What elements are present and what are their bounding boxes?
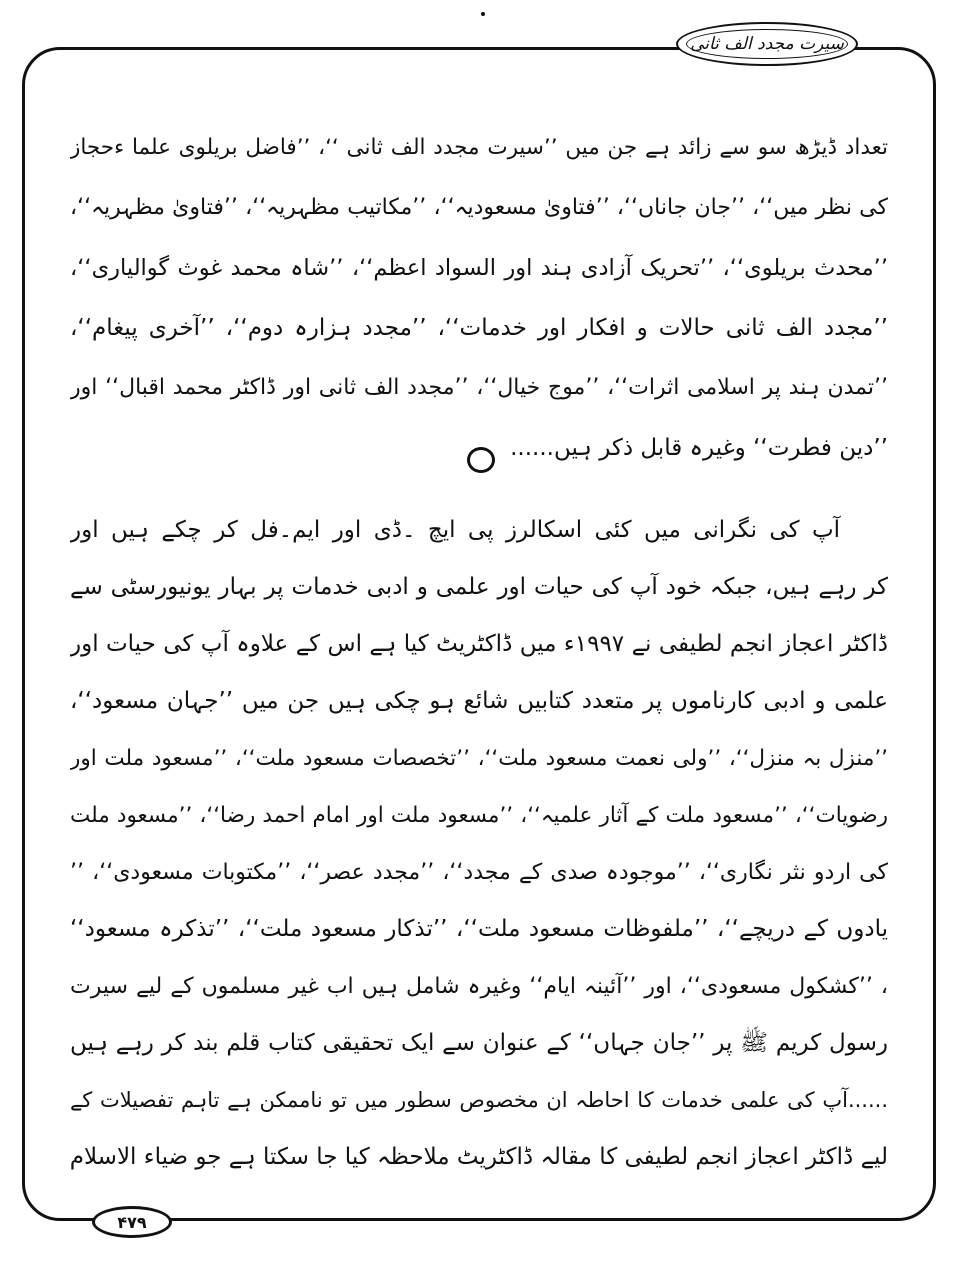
text-line: کی اردو نثر نگاری‘‘، ’’موجودہ صدی کے مجدد‘‘، ’’مجدد عصر‘‘، ’’مکتوبات مسعودی‘‘، ’’ <box>70 860 888 885</box>
paragraph-1 <box>70 118 888 478</box>
text-line: ’’محدث بریلوی‘‘، ’’تحریک آزادی ہند اور السواد اعظم‘‘، ’’شاہ محمد غوث گوالیاری‘‘، <box>70 255 888 281</box>
text-line: ......آپ کی علمی خدمات کا احاطہ ان مخصوص سطور میں تو ناممکن ہے تاہم تفصیلات کے <box>70 1088 888 1112</box>
text-line: کی نظر میں‘‘، ’’جان جاناں‘‘، ’’فتاویٰ مسعودیہ‘‘، ’’مکاتیب مظہریہ‘‘، ’’فتاویٰ مظہریہ‘‘، <box>70 195 888 220</box>
text-line: ’’تمدن ہند پر اسلامی اثرات‘‘، ’’موج خیال‘‘، ’’مجدد الف ثانی اور ڈاکٹر محمد اقبال‘‘ اور <box>70 375 888 400</box>
text-line: رسول کریم ﷺ پر ’’جان جہاں‘‘ کے عنوان سے ایک تحقیقی کتاب قلم بند کر رہے ہیں <box>70 1030 888 1056</box>
text-line: آپ کی نگرانی میں کئی اسکالرز پی ایچ ۔ڈی اور ایم۔فل کر چکے ہیں اور <box>70 517 840 543</box>
running-header <box>676 22 858 66</box>
text-line: ’’دین فطرت‘‘ وغیرہ قابل ذکر ہیں...... <box>510 435 888 461</box>
text-line: ’’مجدد الف ثانی حالات و افکار اور خدمات‘‘، ’’مجدد ہزارہ دوم‘‘، ’’آخری پیغام‘‘، <box>70 315 888 341</box>
text-line: تعداد ڈیڑھ سو سے زائد ہے جن میں ’’سیرت مجدد الف ثانی ‘‘، ’’فاضل بریلوی علما ءحجاز <box>70 135 888 160</box>
header-title: سیرت مجدد الف ثانی <box>690 34 844 54</box>
text-line: ’’منزل بہ منزل‘‘، ’’ولی نعمت مسعود ملت‘‘، ’’تخصصات مسعود ملت‘‘، ’’مسعود ملت اور <box>70 746 888 771</box>
text-line: رضویات‘‘، ’’مسعود ملت کے آثار علمیہ‘‘، ’’مسعود ملت اور امام احمد رضا‘‘، ’’مسعود ملت <box>70 803 888 828</box>
text-line: کر رہے ہیں، جبکہ خود آپ کی حیات اور علمی و ادبی خدمات پر بہار یونیورسٹی سے <box>70 574 888 600</box>
top-mark <box>481 12 485 16</box>
text-line: ڈاکٹر اعجاز انجم لطیفی نے ۱۹۹۷ء میں ڈاکٹریٹ کیا ہے اس کے علاوہ آپ کی حیات اور <box>70 631 888 657</box>
page-number-badge <box>92 1206 172 1238</box>
page-number: ۴۷۹ <box>117 1212 147 1232</box>
text-line: ، ’’کشکول مسعودی‘‘، اور ’’آئینہ ایام‘‘ وغیرہ شامل ہیں اب غیر مسلموں کے لیے سیرت <box>70 974 888 999</box>
text-line: یادوں کے دریچے‘‘، ’’ملفوظات مسعود ملت‘‘، ’’تذکار مسعود ملت‘‘، ’’تذکرہ مسعود‘‘ <box>70 916 888 942</box>
text-line: لیے ڈاکٹر اعجاز انجم لطیفی کا مقالہ ڈاکٹریٹ ملاحظہ کیا جا سکتا ہے جو ضیاء الاسلام <box>70 1144 888 1170</box>
text-line: علمی و ادبی کارناموں پر متعدد کتابیں شائع ہو چکی ہیں جن میں ’’جہان مسعود‘‘، <box>70 688 888 714</box>
section-divider-circle <box>467 447 495 473</box>
paragraph-2 <box>70 502 888 1186</box>
